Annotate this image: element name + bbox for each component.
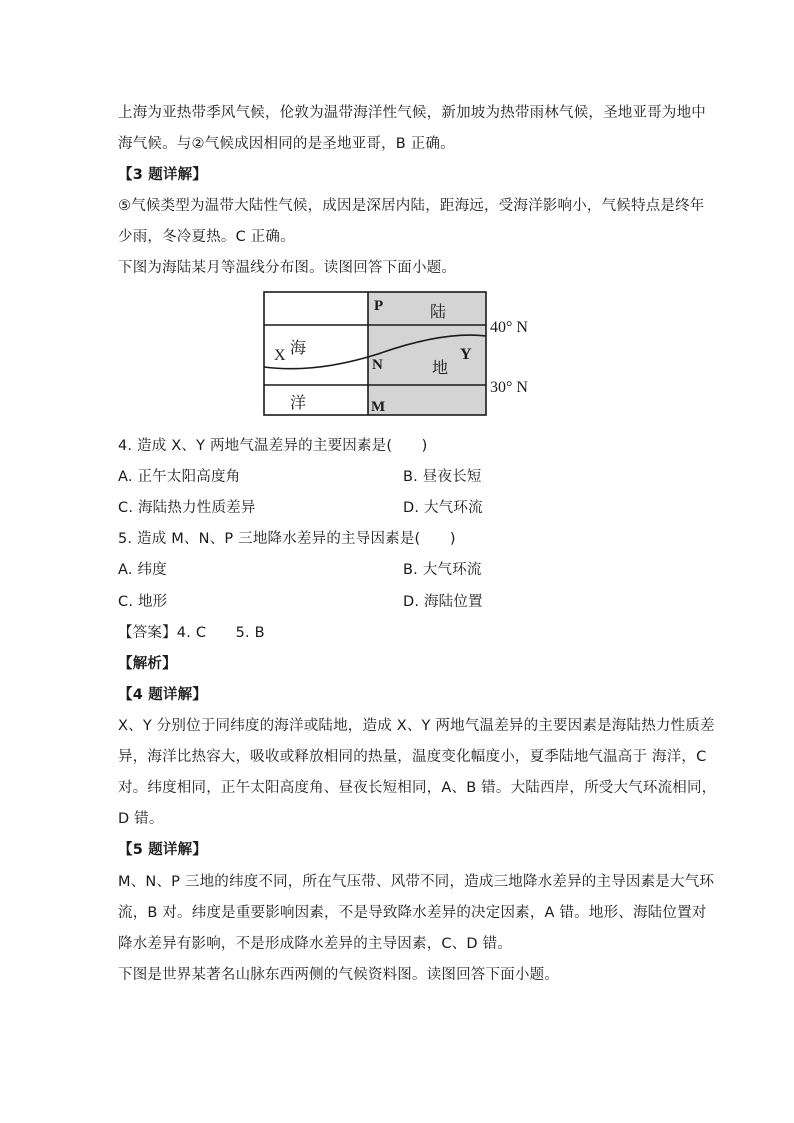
q5-option-d: D. 海陆位置: [403, 594, 483, 610]
answer-line: 【答案】4. C 5. B: [118, 625, 265, 641]
map-sea-char-2: 洋: [290, 393, 307, 412]
map-label-y: Y: [460, 346, 472, 363]
q5-explanation-line-1: M、N、P 三地的纬度不同，所在气压带、风带不同，造成三地降水差异的主导因素是大气环: [118, 874, 715, 890]
isotherm-map: [262, 290, 542, 418]
q3-heading: 【3 题详解】: [118, 167, 208, 183]
analysis-heading: 【解析】: [118, 656, 177, 672]
q4-option-b: B. 昼夜长短: [403, 469, 482, 485]
map-label-p: P: [374, 298, 384, 314]
q3-line-2: 少雨，冬冷夏热。C 正确。: [118, 229, 295, 245]
map-label-n: N: [372, 357, 383, 373]
q5-heading: 【5 题详解】: [118, 842, 208, 858]
q4-option-d: D. 大气环流: [403, 500, 483, 516]
next-question-intro: 下图是世界某著名山脉东西两侧的气候资料图。读图回答下面小题。: [118, 967, 559, 983]
q5-option-a: A. 纬度: [118, 562, 167, 578]
q3-line-1: ⑤气候类型为温带大陆性气候，成因是深居内陆，距海远，受海洋影响小，气候特点是终年: [118, 198, 705, 214]
p1-line-1: 上海为亚热带季风气候，伦敦为温带海洋性气候，新加坡为热带雨林气候，圣地亚哥为地中: [118, 105, 706, 121]
map-label-x: X: [274, 347, 286, 364]
map-land-char-1: 陆: [430, 302, 447, 321]
q4-explanation-line-3: 对。纬度相同，正午太阳高度角、昼夜长短相同，A、B 错。大陆西岸，所受大气环流相同，: [118, 780, 717, 796]
latitude-30-label: 30° N: [490, 379, 528, 396]
q4-option-a: A. 正午太阳高度角: [118, 469, 241, 485]
q4-explanation-line-4: D 错。: [118, 811, 164, 827]
q5-explanation-line-2: 流，B 对。纬度是重要影响因素，不是导致降水差异的决定因素，A 错。地形、海陆位置对: [118, 905, 707, 921]
q5-option-c: C. 地形: [118, 594, 168, 610]
q5-stem: 5. 造成 M、N、P 三地降水差异的主导因素是( ): [118, 531, 456, 547]
map-land-char-2: 地: [432, 358, 449, 377]
map-sea-char-1: 海: [290, 338, 307, 357]
map-label-m: M: [371, 399, 386, 415]
q4-option-c: C. 海陆热力性质差异: [118, 500, 256, 516]
q4-stem: 4. 造成 X、Y 两地气温差异的主要因素是( ): [118, 438, 428, 454]
q4-heading: 【4 题详解】: [118, 687, 208, 703]
q4-explanation-line-2: 异，海洋比热容大，吸收或释放相同的热量，温度变化幅度小，夏季陆地气温高于 海洋，C: [118, 749, 707, 765]
map-intro: 下图为海陆某月等温线分布图。读图回答下面小题。: [118, 260, 457, 276]
p1-line-2: 海气候。与②气候成因相同的是圣地亚哥，B 正确。: [118, 136, 455, 152]
q5-option-b: B. 大气环流: [403, 562, 482, 578]
q4-explanation-line-1: X、Y 分别位于同纬度的海洋或陆地，造成 X、Y 两地气温差异的主要因素是海陆热力性质差: [118, 718, 715, 734]
q5-explanation-line-3: 降水差异有影响，不是形成降水差异的主导因素，C、D 错。: [118, 936, 512, 952]
latitude-40-label: 40° N: [490, 319, 528, 336]
